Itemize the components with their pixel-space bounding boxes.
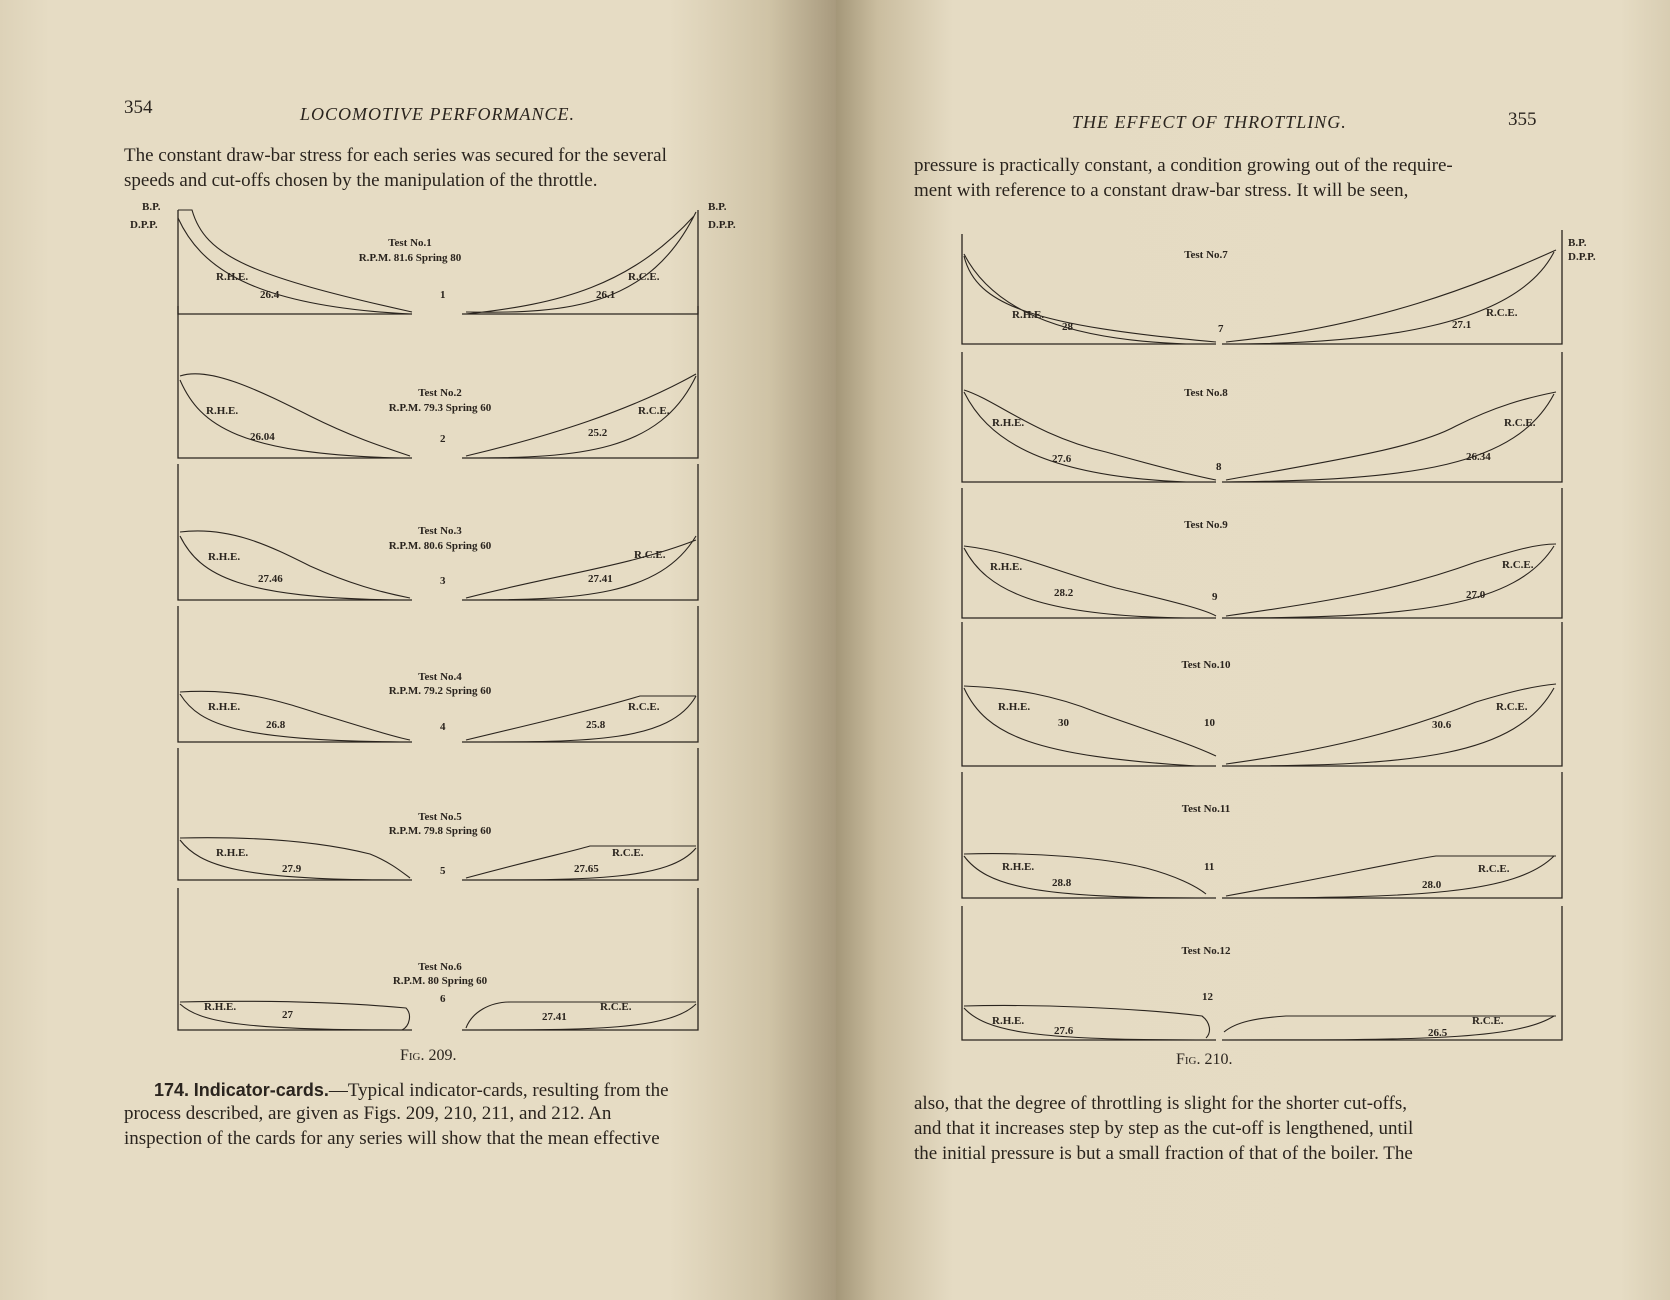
figure-209 bbox=[110, 196, 760, 1052]
indicator-card bbox=[178, 210, 698, 314]
rhe-value: 28 bbox=[1062, 321, 1073, 333]
rce-label: R.C.E. bbox=[1496, 701, 1528, 713]
intro-line: speeds and cut-offs chosen by the manipulation of the throttle. bbox=[124, 170, 598, 191]
rhe-value: 28.2 bbox=[1054, 587, 1074, 599]
card-number: 10 bbox=[1204, 717, 1215, 729]
rce-value: 27.0 bbox=[1466, 589, 1486, 601]
card-title: Test No.6 bbox=[418, 961, 462, 973]
card-title: Test No.4 bbox=[418, 671, 462, 683]
card-number: 9 bbox=[1212, 591, 1218, 603]
rce-label: R.C.E. bbox=[1486, 307, 1518, 319]
rce-value: 27.41 bbox=[542, 1011, 567, 1023]
rhe-value: 26.4 bbox=[260, 289, 280, 301]
bp-label: B.P. bbox=[1568, 237, 1587, 249]
card-title: Test No.7 bbox=[1184, 249, 1228, 261]
indicator-card bbox=[962, 352, 1562, 482]
card-number: 1 bbox=[440, 289, 446, 301]
rce-value: 30.6 bbox=[1432, 719, 1452, 731]
bp-label-right: B.P. bbox=[708, 201, 727, 213]
rhe-value: 27.9 bbox=[282, 863, 302, 875]
card-number: 3 bbox=[440, 575, 446, 587]
rce-label: R.C.E. bbox=[638, 405, 670, 417]
indicator-card bbox=[962, 906, 1562, 1040]
paragraph-text: —Typical indicator-cards, resulting from the bbox=[328, 1080, 669, 1101]
card-number: 5 bbox=[440, 865, 446, 877]
card-subtitle: R.P.M. 79.2 Spring 60 bbox=[388, 685, 492, 697]
indicator-card bbox=[178, 306, 698, 458]
indicator-card bbox=[962, 230, 1562, 344]
rce-label: R.C.E. bbox=[634, 549, 666, 561]
rce-label: R.C.E. bbox=[612, 847, 644, 859]
rce-value: 28.0 bbox=[1422, 879, 1442, 891]
indicator-card bbox=[962, 488, 1562, 618]
card-title: Test No.3 bbox=[418, 525, 462, 537]
indicator-card bbox=[178, 748, 698, 880]
indicator-cards bbox=[178, 210, 698, 1030]
section-title: Indicator-cards. bbox=[193, 1080, 329, 1100]
rce-value: 27.41 bbox=[588, 573, 613, 585]
figure-caption: Fig. 210. bbox=[1176, 1051, 1233, 1068]
card-title: Test No.11 bbox=[1181, 803, 1231, 815]
rce-value: 25.8 bbox=[586, 719, 606, 731]
card-number: 11 bbox=[1204, 861, 1215, 873]
page-number: 355 bbox=[1508, 109, 1537, 130]
rhe-value: 27.46 bbox=[258, 573, 283, 585]
rhe-value: 27 bbox=[282, 1009, 293, 1021]
rce-label: R.C.E. bbox=[1504, 417, 1536, 429]
page-number: 354 bbox=[124, 97, 153, 118]
rhe-value: 26.8 bbox=[266, 719, 286, 731]
paragraph-line bbox=[154, 1078, 669, 1103]
card-number: 8 bbox=[1216, 461, 1222, 473]
indicator-card bbox=[178, 888, 698, 1030]
paragraph-line: process described, are given as Figs. 209, 210, 211, and 212. An bbox=[124, 1103, 612, 1124]
intro-line: pressure is practically constant, a condition growing out of the require- bbox=[914, 155, 1453, 176]
card-number: 7 bbox=[1218, 323, 1224, 335]
rhe-value: 26.04 bbox=[250, 431, 275, 443]
card-number: 4 bbox=[440, 721, 446, 733]
rhe-value: 28.8 bbox=[1052, 877, 1072, 889]
running-head: LOCOMOTIVE PERFORMANCE. bbox=[300, 104, 575, 124]
rce-label: R.C.E. bbox=[600, 1001, 632, 1013]
right-page bbox=[836, 0, 1670, 1300]
rhe-label: R.H.E. bbox=[1012, 309, 1045, 321]
card-subtitle: R.P.M. 79.3 Spring 60 bbox=[388, 402, 492, 414]
card-title: Test No.10 bbox=[1181, 659, 1231, 671]
rce-value: 27.65 bbox=[574, 863, 599, 875]
rhe-label: R.H.E. bbox=[216, 271, 249, 283]
figure-210 bbox=[956, 226, 1616, 1052]
paragraph-line: inspection of the cards for any series will show that the mean effective bbox=[124, 1128, 660, 1149]
figure-caption: Fig. 209. bbox=[400, 1047, 457, 1064]
card-title: Test No.12 bbox=[1181, 945, 1231, 957]
indicator-card bbox=[962, 622, 1562, 766]
rhe-label: R.H.E. bbox=[206, 405, 239, 417]
card-subtitle: R.P.M. 80 Spring 60 bbox=[392, 975, 488, 987]
rhe-label: R.H.E. bbox=[992, 1015, 1025, 1027]
rce-label: R.C.E. bbox=[628, 701, 660, 713]
card-title: Test No.1 bbox=[388, 237, 432, 249]
dpp-label: D.P.P. bbox=[1568, 251, 1596, 263]
rhe-label: R.H.E. bbox=[990, 561, 1023, 573]
card-number: 6 bbox=[440, 993, 446, 1005]
paragraph-line: the initial pressure is but a small fraction of that of the boiler. The bbox=[914, 1143, 1413, 1164]
rce-label: R.C.E. bbox=[1478, 863, 1510, 875]
paragraph-line: also, that the degree of throttling is slight for the shorter cut-offs, bbox=[914, 1093, 1408, 1114]
card-title: Test No.8 bbox=[1184, 387, 1228, 399]
card-number: 12 bbox=[1202, 991, 1213, 1003]
dpp-label-right: D.P.P. bbox=[708, 219, 736, 231]
rce-value: 27.1 bbox=[1452, 319, 1472, 331]
rhe-label: R.H.E. bbox=[216, 847, 249, 859]
rhe-value: 30 bbox=[1058, 717, 1069, 729]
rhe-label: R.H.E. bbox=[208, 701, 241, 713]
rhe-value: 27.6 bbox=[1052, 453, 1072, 465]
card-title: Test No.9 bbox=[1184, 519, 1228, 531]
intro-line: The constant draw-bar stress for each series was secured for the several bbox=[124, 145, 667, 166]
rce-value: 26.5 bbox=[1428, 1027, 1448, 1039]
running-head: THE EFFECT OF THROTTLING. bbox=[1072, 112, 1347, 132]
rce-value: 26.1 bbox=[596, 289, 616, 301]
rhe-label: R.H.E. bbox=[998, 701, 1031, 713]
card-number: 2 bbox=[440, 433, 446, 445]
card-subtitle: R.P.M. 81.6 Spring 80 bbox=[358, 252, 462, 264]
rce-label: R.C.E. bbox=[1472, 1015, 1504, 1027]
dpp-label-left: D.P.P. bbox=[130, 219, 158, 231]
section-number: 174. bbox=[154, 1080, 190, 1100]
rhe-label: R.H.E. bbox=[1002, 861, 1035, 873]
rce-value: 26.34 bbox=[1466, 451, 1491, 463]
indicator-card bbox=[178, 464, 698, 600]
rhe-label: R.H.E. bbox=[204, 1001, 237, 1013]
bp-label-left: B.P. bbox=[142, 201, 161, 213]
card-title: Test No.2 bbox=[418, 387, 462, 399]
card-subtitle: R.P.M. 80.6 Spring 60 bbox=[388, 540, 492, 552]
rce-label: R.C.E. bbox=[1502, 559, 1534, 571]
indicator-card bbox=[962, 772, 1562, 898]
indicator-cards bbox=[962, 230, 1562, 1040]
indicator-card bbox=[178, 606, 698, 742]
rhe-value: 27.6 bbox=[1054, 1025, 1074, 1037]
card-title: Test No.5 bbox=[418, 811, 462, 823]
card-subtitle: R.P.M. 79.8 Spring 60 bbox=[388, 825, 492, 837]
rce-label: R.C.E. bbox=[628, 271, 660, 283]
intro-line: ment with reference to a constant draw-bar stress. It will be seen, bbox=[914, 180, 1409, 201]
rhe-label: R.H.E. bbox=[992, 417, 1025, 429]
paragraph-line: and that it increases step by step as the cut-off is lengthened, until bbox=[914, 1118, 1414, 1139]
rhe-label: R.H.E. bbox=[208, 551, 241, 563]
rce-value: 25.2 bbox=[588, 427, 608, 439]
